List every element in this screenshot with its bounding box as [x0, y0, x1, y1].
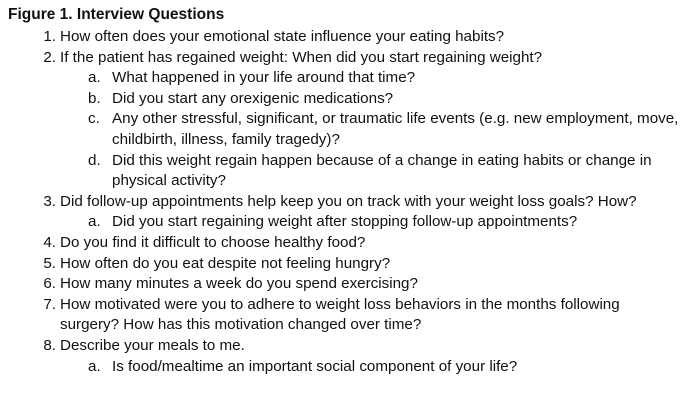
question-text: Do you find it difficult to choose healthy food?: [60, 233, 366, 251]
sub-question-text: Did you start any orexigenic medications?: [112, 89, 394, 107]
sub-question-letter: a.: [88, 357, 101, 375]
question-item: [8, 336, 685, 377]
sub-question-letter: c.: [88, 110, 100, 128]
sub-question-letter: b.: [88, 89, 101, 107]
sub-question-list: [60, 212, 679, 233]
question-text: How often do you eat despite not feeling hungry?: [60, 254, 391, 272]
question-number: 8.: [43, 336, 56, 354]
figure-title: Figure 1. Interview Questions: [8, 6, 225, 23]
question-item: [8, 254, 685, 275]
sub-question-text: Any other stressful, significant, or traumatic life events (e.g. new employment, move, childbirth, illness, family tragedy)?: [112, 110, 679, 148]
question-number: 2.: [43, 48, 56, 66]
sub-question-text: Did this weight regain happen because of a change in eating habits or change in physical activity?: [112, 151, 652, 190]
sub-question-letter: d.: [88, 151, 101, 169]
question-number: 3.: [43, 192, 56, 210]
question-text: How often does your emotional state influence your eating habits?: [60, 28, 505, 45]
question-number: 4.: [43, 233, 56, 251]
question-text: Describe your meals to me.: [60, 336, 245, 354]
sub-question-item: [8, 151, 679, 192]
sub-question-list: [60, 357, 679, 378]
sub-question-item: [8, 357, 679, 378]
question-item: [8, 48, 685, 192]
question-item: [8, 192, 685, 233]
sub-question-text: Did you start regaining weight after stopping follow-up appointments?: [112, 213, 578, 231]
question-number: 5.: [43, 254, 56, 272]
sub-question-text: Is food/mealtime an important social component of your life?: [112, 357, 518, 375]
sub-question-letter: a.: [88, 213, 101, 231]
sub-question-text: What happened in your life around that time?: [112, 69, 416, 87]
question-list: [8, 27, 685, 377]
sub-question-letter: a.: [88, 69, 101, 87]
sub-question-item: [8, 89, 679, 110]
sub-question-item: [8, 212, 679, 233]
question-text: Did follow-up appointments help keep you on track with your weight loss goals? How?: [60, 192, 637, 210]
question-item: [8, 233, 685, 254]
question-item: [8, 27, 685, 48]
sub-question-item: [8, 109, 679, 150]
question-item: [8, 295, 685, 336]
question-text: How motivated were you to adhere to weight loss behaviors in the months following surgery? How has this motivation changed over time?: [60, 295, 620, 334]
question-number: 1.: [43, 28, 56, 45]
question-text: How many minutes a week do you spend exercising?: [60, 275, 418, 293]
sub-question-list: [60, 68, 679, 192]
question-number: 6.: [43, 275, 56, 293]
question-text: If the patient has regained weight: When did you start regaining weight?: [60, 48, 543, 66]
sub-question-item: [8, 68, 679, 89]
question-item: [8, 274, 685, 295]
question-number: 7.: [43, 295, 56, 313]
